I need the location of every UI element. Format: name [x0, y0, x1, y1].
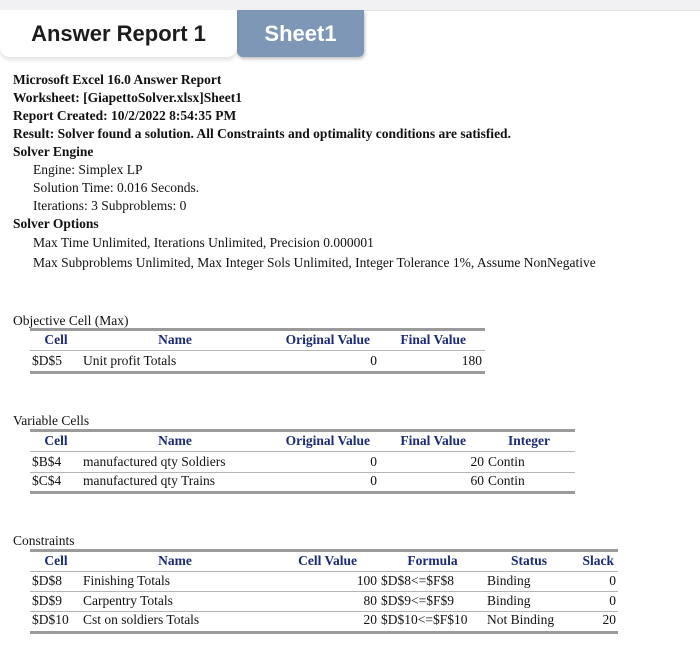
objective-header-original: Original Value [285, 332, 370, 347]
solver-options-heading: Solver Options [13, 216, 99, 231]
constraints-bottom-rule [30, 631, 618, 634]
constraints-top-rule [30, 549, 618, 552]
variables-top-rule [30, 429, 575, 432]
variables-row-2-cell: $C$4 [32, 473, 62, 488]
constraints-header-rule [30, 571, 618, 572]
options-line-2: Max Subproblems Unlimited, Max Integer Sols Unlimited, Integer Tolerance 1%, Assume NonNegative [33, 255, 596, 270]
constraints-row-2-cell: $D$9 [32, 593, 62, 608]
constraints-row-3-value: 20 [363, 612, 377, 627]
report-created-line: Report Created: 10/2/2022 8:54:35 PM [13, 108, 237, 123]
constraints-section-title: Constraints [13, 533, 75, 548]
variables-header-name: Name [158, 433, 192, 448]
constraints-row-1-slack: 0 [609, 573, 616, 588]
objective-row-final: 180 [461, 353, 482, 368]
constraints-row-2-value: 80 [363, 593, 377, 608]
variables-row-2-integer: Contin [488, 473, 525, 488]
constraints-header-value: Cell Value [298, 553, 357, 568]
constraints-row-1-name: Finishing Totals [83, 573, 170, 588]
constraints-row-3-name: Cst on soldiers Totals [83, 612, 200, 627]
worksheet-line: Worksheet: [GiapettoSolver.xlsx]Sheet1 [13, 90, 242, 105]
objective-header-rule [30, 350, 485, 351]
report-title: Microsoft Excel 16.0 Answer Report [13, 72, 222, 87]
objective-header-name: Name [158, 332, 192, 347]
constraints-row-1-status: Binding [487, 573, 531, 588]
objective-header-final: Final Value [400, 332, 466, 347]
constraints-row-3-slack: 20 [602, 612, 616, 627]
solver-engine-heading: Solver Engine [13, 144, 94, 159]
options-line-1: Max Time Unlimited, Iterations Unlimited, Precision 0.000001 [33, 235, 374, 250]
variables-bottom-rule [30, 491, 575, 494]
variables-section-title: Variable Cells [13, 413, 90, 428]
constraints-row-2-formula: $D$9<=$F$9 [381, 593, 454, 608]
constraints-header-name: Name [158, 553, 192, 568]
variables-header-cell: Cell [44, 433, 68, 448]
constraints-row-1-value: 100 [356, 573, 377, 588]
variables-header-integer: Integer [508, 433, 550, 448]
constraints-row-3-cell: $D$10 [32, 612, 69, 627]
constraints-row-2-name: Carpentry Totals [83, 593, 173, 608]
engine-line: Engine: Simplex LP [33, 162, 143, 177]
constraints-header-status: Status [510, 553, 547, 568]
variables-row-1-final: 20 [470, 454, 484, 469]
variables-row-1-cell: $B$4 [32, 454, 62, 469]
result-line: Result: Solver found a solution. All Constraints and optimality conditions are satisfied. [13, 126, 511, 141]
objective-section-title: Objective Cell (Max) [13, 313, 129, 328]
objective-top-rule [30, 328, 485, 331]
objective-row-name: Unit profit Totals [83, 353, 177, 368]
constraints-row-2-slack: 0 [609, 593, 616, 608]
constraints-row-2-status: Binding [487, 593, 531, 608]
variables-row-2-name: manufactured qty Trains [83, 473, 215, 488]
variables-header-rule [30, 451, 575, 452]
constraints-row-1-formula: $D$8<=$F$8 [381, 573, 454, 588]
constraints-row-rule-1 [30, 591, 618, 592]
constraints-row-3-status: Not Binding [487, 612, 555, 627]
variables-row-1-original: 0 [370, 454, 377, 469]
objective-bottom-rule [30, 371, 485, 374]
variables-header-original: Original Value [285, 433, 370, 448]
objective-header-cell: Cell [44, 332, 68, 347]
constraints-header-cell: Cell [44, 553, 68, 568]
constraints-row-3-formula: $D$10<=$F$10 [381, 612, 468, 627]
objective-row-original: 0 [370, 353, 377, 368]
variables-row-2-original: 0 [370, 473, 377, 488]
variables-row-1-name: manufactured qty Soldiers [83, 454, 226, 469]
variables-row-2-final: 60 [470, 473, 484, 488]
variables-header-final: Final Value [400, 433, 466, 448]
constraints-row-1-cell: $D$8 [32, 573, 62, 588]
constraints-header-formula: Formula [407, 553, 458, 568]
constraints-header-slack: Slack [582, 553, 614, 568]
tab-answer-report-1[interactable]: Answer Report 1 [0, 10, 237, 57]
solution-time-line: Solution Time: 0.016 Seconds. [33, 180, 200, 195]
iterations-line: Iterations: 3 Subproblems: 0 [33, 198, 187, 213]
variables-row-1-integer: Contin [488, 454, 525, 469]
tab-sheet1[interactable]: Sheet1 [237, 10, 364, 57]
objective-row-cell: $D$5 [32, 353, 62, 368]
